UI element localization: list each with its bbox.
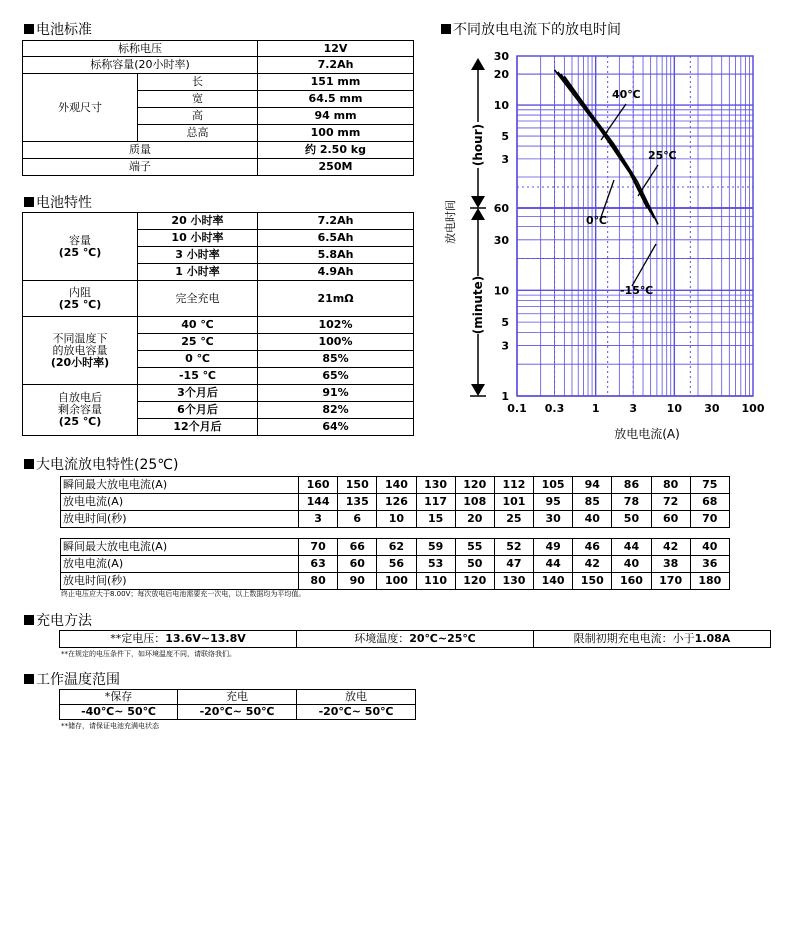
hc-cell-time: 30 bbox=[534, 511, 573, 528]
hc-cell-max: 52 bbox=[494, 539, 533, 556]
arrow-down-icon bbox=[471, 384, 485, 396]
plot-frame bbox=[517, 56, 753, 396]
row-label-current: 放电电流(A) bbox=[61, 494, 299, 511]
arrow-up-icon bbox=[471, 58, 485, 70]
hc-cell-max: 55 bbox=[455, 539, 494, 556]
operating-table bbox=[59, 689, 416, 720]
self-period: 12个月后 bbox=[138, 419, 258, 436]
hc-cell-max: 46 bbox=[573, 539, 612, 556]
hour-tick-label: 10 bbox=[493, 99, 509, 113]
hc-cell-time: 140 bbox=[534, 573, 573, 590]
hc-cell-time: 100 bbox=[377, 573, 416, 590]
operating-header-storage: *保存 bbox=[60, 690, 178, 705]
self-period: 6个月后 bbox=[138, 402, 258, 419]
capacity-value: 6.5Ah bbox=[258, 230, 414, 247]
hc-cell-current: 38 bbox=[651, 556, 690, 573]
high-current-table-2 bbox=[60, 538, 730, 590]
weight-label: 质量 bbox=[23, 142, 258, 159]
dim-length-value: 151 mm bbox=[258, 74, 414, 91]
hc-cell-current: 101 bbox=[494, 494, 533, 511]
hc-cell-max: 94 bbox=[573, 477, 612, 494]
hc-cell-current: 117 bbox=[416, 494, 455, 511]
hc-cell-time: 10 bbox=[377, 511, 416, 528]
hc-cell-time: 160 bbox=[612, 573, 651, 590]
capacity-value: 7.2Ah bbox=[258, 213, 414, 230]
high-current-table-1 bbox=[60, 476, 730, 528]
hc-cell-time: 50 bbox=[612, 511, 651, 528]
row-label-current: 放电电流(A) bbox=[61, 556, 299, 573]
hc-cell-current: 53 bbox=[416, 556, 455, 573]
weight-value: 约 2.50 kg bbox=[258, 142, 414, 159]
temp-value-label: 40 ℃ bbox=[138, 317, 258, 334]
hc-cell-time: 80 bbox=[299, 573, 338, 590]
x-tick-label: 1 bbox=[591, 402, 600, 415]
terminal-label: 端子 bbox=[23, 159, 258, 176]
hc-cell-max: 75 bbox=[690, 477, 729, 494]
hc-cell-max: 86 bbox=[612, 477, 651, 494]
hc-cell-max: 44 bbox=[612, 539, 651, 556]
capacity-value: 4.9Ah bbox=[258, 264, 414, 281]
self-value: 82% bbox=[258, 402, 414, 419]
hc-cell-current: 78 bbox=[612, 494, 651, 511]
hc-cell-max: 140 bbox=[377, 477, 416, 494]
hc-cell-time: 90 bbox=[338, 573, 377, 590]
dim-length-label: 长 bbox=[138, 74, 258, 91]
x-tick-label: 3 bbox=[629, 402, 638, 415]
hc-cell-time: 170 bbox=[651, 573, 690, 590]
hc-cell-current: 95 bbox=[534, 494, 573, 511]
hc-cell-max: 62 bbox=[377, 539, 416, 556]
capacity-value: 7.2Ah bbox=[258, 57, 414, 74]
self-value: 91% bbox=[258, 385, 414, 402]
series-label-40℃: 40℃ bbox=[612, 88, 641, 101]
capacity-value: 5.8Ah bbox=[258, 247, 414, 264]
row-label-max-current: 瞬间最大放电电流(A) bbox=[61, 477, 299, 494]
minute-axis-label: (minute) bbox=[471, 275, 485, 335]
hour-tick-label: 20 bbox=[493, 68, 509, 82]
resistance-value: 21mΩ bbox=[258, 281, 414, 317]
temp-value-label: 0 ℃ bbox=[138, 351, 258, 368]
row-label-time: 放电时间(秒) bbox=[61, 573, 299, 590]
operating-header-charge: 充电 bbox=[178, 690, 297, 705]
hc-cell-time: 70 bbox=[690, 511, 729, 528]
operating-charge-range: -20℃~ 50℃ bbox=[178, 705, 297, 720]
hc-cell-max: 160 bbox=[299, 477, 338, 494]
hc-cell-current: 42 bbox=[573, 556, 612, 573]
charging-table bbox=[59, 630, 771, 648]
hc-cell-current: 135 bbox=[338, 494, 377, 511]
standard-table bbox=[22, 40, 414, 176]
x-tick-label: 0.1 bbox=[507, 402, 527, 415]
minute-tick-label: 5 bbox=[501, 316, 509, 330]
hc-cell-current: 36 bbox=[690, 556, 729, 573]
hc-cell-current: 40 bbox=[612, 556, 651, 573]
series-label--15℃: -15℃ bbox=[620, 284, 654, 297]
temp-value-label: 25 ℃ bbox=[138, 334, 258, 351]
minute-tick-label: 3 bbox=[501, 339, 509, 353]
capacity-group-label: 容量 (25 ℃) bbox=[23, 213, 138, 281]
section-title-high-current: 大电流放电特性(25℃) bbox=[24, 457, 178, 473]
hc-cell-current: 108 bbox=[455, 494, 494, 511]
section-title-chart: 不同放电电流下的放电时间 bbox=[441, 22, 621, 38]
terminal-value: 250M bbox=[258, 159, 414, 176]
square-bullet-icon bbox=[24, 24, 34, 34]
voltage-value: 12V bbox=[258, 41, 414, 57]
self-discharge-label: 自放电后 剩余容量 (25 ℃) bbox=[23, 385, 138, 436]
temp-capacity-label: 不同温度下 的放电容量 (20小时率) bbox=[23, 317, 138, 385]
hc-cell-time: 60 bbox=[651, 511, 690, 528]
hc-cell-time: 3 bbox=[299, 511, 338, 528]
hc-cell-current: 60 bbox=[338, 556, 377, 573]
hc-cell-current: 68 bbox=[690, 494, 729, 511]
hc-cell-max: 66 bbox=[338, 539, 377, 556]
x-axis-label: 放电电流(A) bbox=[614, 427, 680, 441]
minute-tick-label: 60 bbox=[493, 202, 509, 215]
hc-cell-time: 15 bbox=[416, 511, 455, 528]
dim-total-height-value: 100 mm bbox=[258, 125, 414, 142]
hc-cell-max: 70 bbox=[299, 539, 338, 556]
section-title-standard: 电池标准 bbox=[24, 22, 92, 38]
series-label-0℃: 0℃ bbox=[586, 214, 607, 227]
resistance-condition: 完全充电 bbox=[138, 281, 258, 317]
x-tick-label: 30 bbox=[704, 402, 720, 415]
square-bullet-icon bbox=[24, 459, 34, 469]
operating-header-discharge: 放电 bbox=[297, 690, 416, 705]
square-bullet-icon bbox=[441, 24, 451, 34]
hc-cell-current: 56 bbox=[377, 556, 416, 573]
dimension-label: 外观尺寸 bbox=[23, 74, 138, 142]
minute-tick-label: 1 bbox=[501, 390, 509, 403]
charge-current-limit: 限制初期充电电流：小于1.08A bbox=[534, 631, 771, 648]
dim-height-value: 94 mm bbox=[258, 108, 414, 125]
hc-cell-current: 72 bbox=[651, 494, 690, 511]
y-axis-label: 放电时间 bbox=[444, 200, 457, 244]
hc-cell-current: 85 bbox=[573, 494, 612, 511]
series-label-25℃: 25℃ bbox=[648, 149, 677, 162]
temp-capacity-value: 65% bbox=[258, 368, 414, 385]
hc-cell-time: 120 bbox=[455, 573, 494, 590]
hc-cell-current: 47 bbox=[494, 556, 533, 573]
section-title-charging: 充电方法 bbox=[24, 613, 92, 629]
capacity-rate: 1 小时率 bbox=[138, 264, 258, 281]
hc-cell-time: 20 bbox=[455, 511, 494, 528]
section-title-characteristics: 电池特性 bbox=[24, 195, 92, 211]
hc-cell-current: 63 bbox=[299, 556, 338, 573]
row-label-max-current: 瞬间最大放电电流(A) bbox=[61, 539, 299, 556]
x-tick-label: 100 bbox=[741, 402, 765, 415]
hc-cell-max: 112 bbox=[494, 477, 533, 494]
square-bullet-icon bbox=[24, 197, 34, 207]
square-bullet-icon bbox=[24, 674, 34, 684]
hour-axis-label: (hour) bbox=[471, 123, 485, 167]
hour-tick-label: 5 bbox=[501, 130, 509, 144]
hc-cell-current: 144 bbox=[299, 494, 338, 511]
temp-capacity-value: 102% bbox=[258, 317, 414, 334]
hc-cell-time: 150 bbox=[573, 573, 612, 590]
minute-tick-label: 30 bbox=[493, 233, 509, 247]
temp-capacity-value: 100% bbox=[258, 334, 414, 351]
dim-total-height-label: 总高 bbox=[138, 125, 258, 142]
hc-cell-time: 6 bbox=[338, 511, 377, 528]
operating-storage-range: -40℃~ 50℃ bbox=[60, 705, 178, 720]
hc-cell-max: 80 bbox=[651, 477, 690, 494]
hc-cell-time: 40 bbox=[573, 511, 612, 528]
hc-cell-max: 130 bbox=[416, 477, 455, 494]
self-period: 3个月后 bbox=[138, 385, 258, 402]
hc-cell-max: 59 bbox=[416, 539, 455, 556]
operating-note: **储存，请保证电池充满电状态 bbox=[61, 722, 159, 730]
self-value: 64% bbox=[258, 419, 414, 436]
square-bullet-icon bbox=[24, 615, 34, 625]
hour-tick-label: 30 bbox=[493, 50, 509, 63]
discharge-time-chart bbox=[436, 44, 776, 444]
arrow-down-icon bbox=[471, 196, 485, 208]
temp-value-label: -15 ℃ bbox=[138, 368, 258, 385]
hc-cell-max: 40 bbox=[690, 539, 729, 556]
dim-width-value: 64.5 mm bbox=[258, 91, 414, 108]
capacity-rate: 20 小时率 bbox=[138, 213, 258, 230]
capacity-rate: 3 小时率 bbox=[138, 247, 258, 264]
dim-height-label: 高 bbox=[138, 108, 258, 125]
charge-env-temp: 环境温度：20℃~25℃ bbox=[297, 631, 534, 648]
row-label-time: 放电时间(秒) bbox=[61, 511, 299, 528]
hc-cell-max: 105 bbox=[534, 477, 573, 494]
hc-cell-time: 180 bbox=[690, 573, 729, 590]
hc-cell-current: 44 bbox=[534, 556, 573, 573]
hc-cell-max: 120 bbox=[455, 477, 494, 494]
hc-cell-current: 50 bbox=[455, 556, 494, 573]
hour-tick-label: 3 bbox=[501, 152, 509, 166]
hc-cell-time: 25 bbox=[494, 511, 533, 528]
hc-cell-max: 49 bbox=[534, 539, 573, 556]
hc-cell-max: 150 bbox=[338, 477, 377, 494]
characteristics-table bbox=[22, 212, 414, 436]
hc-cell-current: 126 bbox=[377, 494, 416, 511]
minute-tick-label: 10 bbox=[493, 284, 509, 298]
temp-capacity-value: 85% bbox=[258, 351, 414, 368]
resistance-label: 内阻 (25 ℃) bbox=[23, 281, 138, 317]
x-tick-label: 0.3 bbox=[544, 402, 565, 415]
hc-cell-max: 42 bbox=[651, 539, 690, 556]
section-title-operating: 工作温度范围 bbox=[24, 672, 120, 688]
hc-cell-time: 110 bbox=[416, 573, 455, 590]
high-current-note: 终止电压应大于8.00V；每次放电后电池需要充一次电，以上数据均为平均值。 bbox=[61, 590, 306, 598]
charging-note: **在规定的电压条件下，如环境温度不同，请联络我们。 bbox=[61, 650, 236, 658]
x-tick-label: 10 bbox=[666, 402, 682, 415]
charge-voltage: **定电压：13.6V~13.8V bbox=[60, 631, 297, 648]
operating-discharge-range: -20℃~ 50℃ bbox=[297, 705, 416, 720]
voltage-label: 标称电压 bbox=[23, 41, 258, 57]
capacity-rate: 10 小时率 bbox=[138, 230, 258, 247]
dim-width-label: 宽 bbox=[138, 91, 258, 108]
capacity-label: 标称容量(20小时率) bbox=[23, 57, 258, 74]
hc-cell-time: 130 bbox=[494, 573, 533, 590]
